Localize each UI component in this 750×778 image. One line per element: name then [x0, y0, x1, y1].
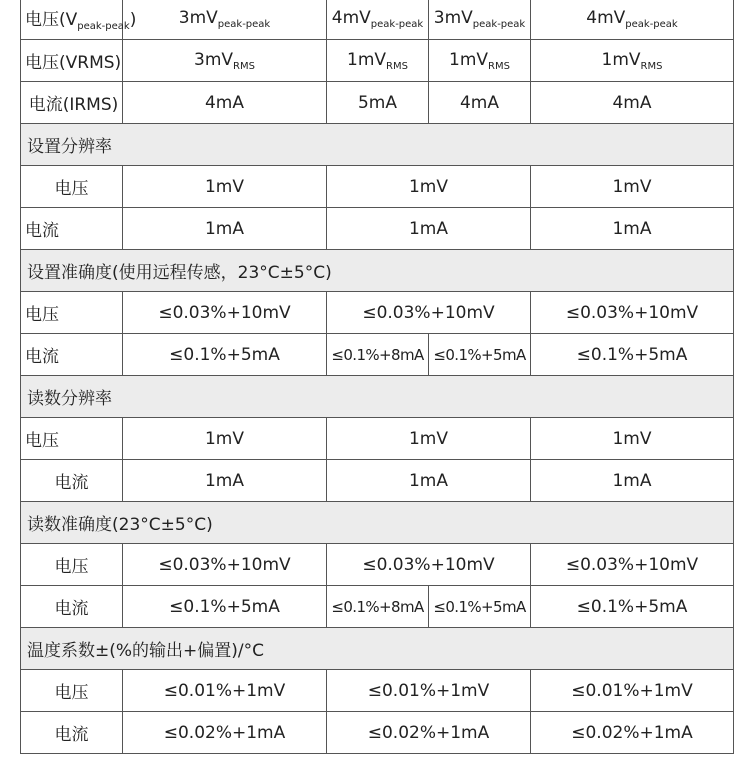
row-label: 电压 — [21, 292, 123, 334]
section-title: 读数分辨率 — [21, 376, 734, 418]
section-header — [21, 376, 734, 418]
row-label: 电流 — [21, 208, 123, 250]
section-title: 设置准确度(使用远程传感，23°C±5°C) — [21, 250, 734, 292]
table-row — [21, 334, 734, 376]
section-title: 设置分辨率 — [21, 124, 734, 166]
table-row — [21, 0, 734, 40]
table-cell: ≤0.02%+1mA — [327, 712, 531, 754]
table-cell: $1mV_{RMS}$ — [531, 40, 734, 82]
section-title: 温度系数±(%的输出+偏置)/°C — [21, 628, 734, 670]
table-cell: ≤0.02%+1mA — [531, 712, 734, 754]
table-cell: 1mA — [531, 460, 734, 502]
table-cell: 5mA — [327, 82, 429, 124]
table-row — [21, 460, 734, 502]
table-row — [21, 418, 734, 460]
table-row — [21, 292, 734, 334]
section-header — [21, 250, 734, 292]
table-row — [21, 40, 734, 82]
table-cell: 1mV — [531, 418, 734, 460]
table-row — [21, 670, 734, 712]
table-row — [21, 208, 734, 250]
table-cell: $3mV_{peak-peak}$ — [123, 0, 327, 40]
table-cell: 1mA — [327, 208, 531, 250]
row-label: 电压 — [21, 544, 123, 586]
table-cell: ≤0.1%+8mA — [327, 334, 429, 376]
table-cell: $1mV_{RMS}$ — [429, 40, 531, 82]
table-cell: 1mA — [123, 460, 327, 502]
table-cell: ≤0.03%+10mV — [123, 292, 327, 334]
table-cell: ≤0.01%+1mV — [327, 670, 531, 712]
table-cell: ≤0.1%+8mA — [327, 586, 429, 628]
row-label: 电流 — [21, 586, 123, 628]
table-cell: ≤0.01%+1mV — [123, 670, 327, 712]
row-label: 电压(VRMS) — [21, 40, 123, 82]
table-cell: ≤0.03%+10mV — [531, 544, 734, 586]
table-cell: 1mV — [123, 418, 327, 460]
section-header — [21, 628, 734, 670]
table-cell: ≤0.1%+5mA — [429, 586, 531, 628]
row-label: 电流 — [21, 712, 123, 754]
spec-table — [20, 0, 734, 754]
table-cell: ≤0.03%+10mV — [327, 544, 531, 586]
table-cell: ≤0.1%+5mA — [123, 586, 327, 628]
table-cell: 4mA — [429, 82, 531, 124]
row-label: 电压 — [21, 670, 123, 712]
table-cell: ≤0.02%+1mA — [123, 712, 327, 754]
table-cell: ≤0.03%+10mV — [531, 292, 734, 334]
table-row — [21, 712, 734, 754]
table-cell: $1mV_{RMS}$ — [327, 40, 429, 82]
table-row — [21, 82, 734, 124]
table-cell: ≤0.1%+5mA — [531, 586, 734, 628]
table-cell: ≤0.1%+5mA — [123, 334, 327, 376]
table-cell: 1mA — [327, 460, 531, 502]
section-title: 读数准确度(23°C±5°C) — [21, 502, 734, 544]
row-label: 电压 — [21, 418, 123, 460]
table-cell: 1mV — [327, 166, 531, 208]
table-cell: $3mV_{RMS}$ — [123, 40, 327, 82]
table-cell: 1mV — [531, 166, 734, 208]
table-cell: 1mV — [123, 166, 327, 208]
table-cell: ≤0.1%+5mA — [429, 334, 531, 376]
table-cell: 1mA — [123, 208, 327, 250]
row-label: 电流 — [21, 460, 123, 502]
row-label: 电流(IRMS) — [21, 82, 123, 124]
row-label: 电压 — [21, 166, 123, 208]
section-header — [21, 502, 734, 544]
table-cell: $4mV_{peak-peak}$ — [327, 0, 429, 40]
table-cell: ≤0.01%+1mV — [531, 670, 734, 712]
table-cell: $3mV_{peak-peak}$ — [429, 0, 531, 40]
table-row — [21, 586, 734, 628]
table-cell: 1mV — [327, 418, 531, 460]
row-label: 电压$(V_{peak-peak})$ — [21, 0, 123, 40]
table-cell: ≤0.03%+10mV — [123, 544, 327, 586]
section-header — [21, 124, 734, 166]
table-cell: $4mV_{peak-peak}$ — [531, 0, 734, 40]
table-cell: 1mA — [531, 208, 734, 250]
table-cell: 4mA — [531, 82, 734, 124]
table-cell: ≤0.03%+10mV — [327, 292, 531, 334]
table-cell: ≤0.1%+5mA — [531, 334, 734, 376]
table-row — [21, 544, 734, 586]
table-row — [21, 166, 734, 208]
table-cell: 4mA — [123, 82, 327, 124]
row-label: 电流 — [21, 334, 123, 376]
